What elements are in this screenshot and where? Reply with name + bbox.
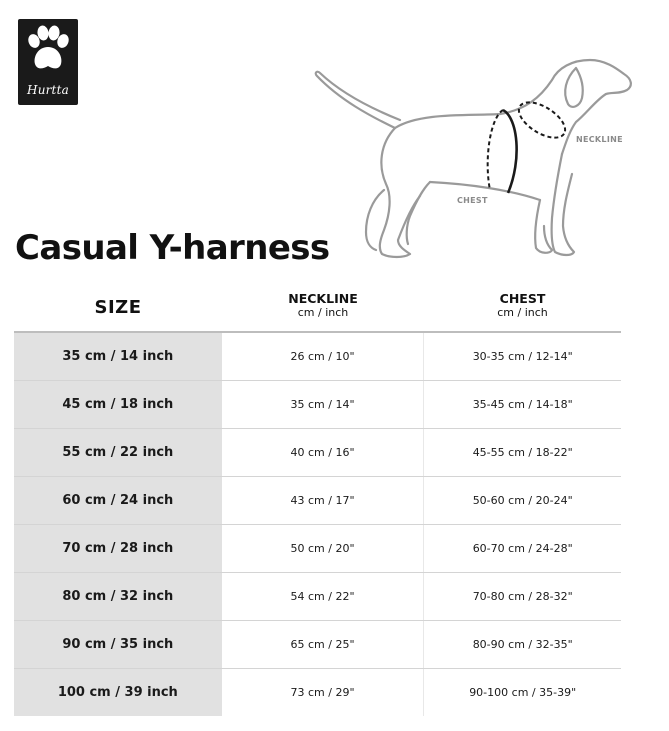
neckline-header-label: NECKLINE bbox=[288, 291, 358, 306]
size-cell: 55 cm / 22 inch bbox=[14, 429, 222, 476]
table-row bbox=[14, 621, 621, 669]
table-row bbox=[14, 429, 621, 477]
logo-text: Hurtta bbox=[27, 83, 69, 97]
dog-diagram bbox=[300, 50, 640, 265]
chest-cell: 90-100 cm / 35-39" bbox=[469, 686, 577, 699]
chest-header-unit: cm / inch bbox=[497, 306, 548, 319]
neckline-cell: 50 cm / 20" bbox=[222, 525, 425, 572]
chest-cell: 80-90 cm / 32-35" bbox=[472, 638, 573, 651]
chest-cell: 45-55 cm / 18-22" bbox=[472, 446, 573, 459]
neckline-cell: 26 cm / 10" bbox=[222, 333, 425, 380]
size-cell: 45 cm / 18 inch bbox=[14, 381, 222, 428]
size-cell: 70 cm / 28 inch bbox=[14, 525, 222, 572]
neckline-column-header bbox=[222, 292, 424, 320]
neckline-cell: 73 cm / 29" bbox=[222, 669, 425, 716]
neckline-header-unit: cm / inch bbox=[297, 306, 349, 319]
neckline-cell: 65 cm / 25" bbox=[222, 621, 425, 668]
neckline-cell: 43 cm / 17" bbox=[222, 477, 425, 524]
size-cell: 80 cm / 32 inch bbox=[14, 573, 222, 620]
table-row bbox=[14, 669, 621, 716]
table-row bbox=[14, 525, 621, 573]
chest-cell: 60-70 cm / 24-28" bbox=[472, 542, 573, 555]
chest-header-label: CHEST bbox=[499, 291, 546, 306]
size-cell: 90 cm / 35 inch bbox=[14, 621, 222, 668]
size-cell: 100 cm / 39 inch bbox=[14, 669, 222, 716]
paw-icon bbox=[25, 25, 71, 75]
chest-cell: 30-35 cm / 12-14" bbox=[472, 350, 573, 363]
brand-logo bbox=[18, 19, 78, 105]
size-cell: 35 cm / 14 inch bbox=[14, 333, 222, 380]
size-cell: 60 cm / 24 inch bbox=[14, 477, 222, 524]
neckline-cell: 35 cm / 14" bbox=[222, 381, 425, 428]
page-title: Casual Y-harness bbox=[15, 228, 330, 268]
neckline-label: NECKLINE bbox=[576, 135, 623, 144]
size-column-header: SIZE bbox=[94, 297, 142, 318]
neckline-cell: 54 cm / 22" bbox=[222, 573, 425, 620]
table-row bbox=[14, 573, 621, 621]
neckline-cell: 40 cm / 16" bbox=[222, 429, 425, 476]
table-row bbox=[14, 477, 621, 525]
chest-cell: 70-80 cm / 28-32" bbox=[472, 590, 573, 603]
chest-cell: 35-45 cm / 14-18" bbox=[472, 398, 573, 411]
chest-column-header bbox=[424, 292, 621, 320]
chest-cell: 50-60 cm / 20-24" bbox=[472, 494, 573, 507]
chest-label: CHEST bbox=[457, 196, 488, 205]
table-row bbox=[14, 333, 621, 381]
table-row bbox=[14, 381, 621, 429]
size-table bbox=[14, 331, 621, 716]
